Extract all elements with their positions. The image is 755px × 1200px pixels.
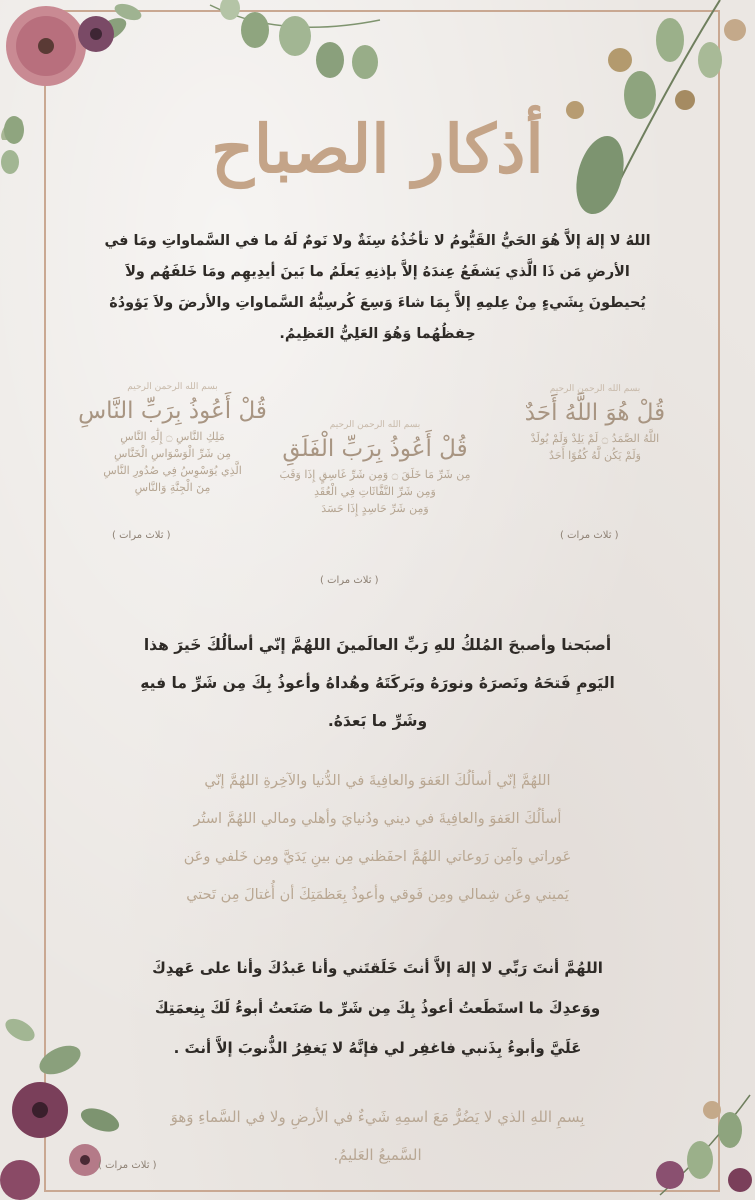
text-line: أسألُكَ العَفوَ والعافِيةَ في ديني ودُنيايَ وأهلي ومالي اللهُمَّ استُر — [193, 811, 562, 827]
text-line: اليَومِ فَتحَهُ ونَصرَهُ ونورَهُ وبَركَتَهُ وهُداهُ وأعوذُ بِكَ مِن شَرِّ ما فيهِ — [140, 674, 615, 692]
surah-verse: مِن شَرِّ مَا خَلَقَ ۝ وَمِن شَرِّ غَاسِقٍ إِذَا وَقَبَ — [279, 468, 471, 481]
surah-title: قُلْ أَعُوذُ بِرَبِّ الْفَلَقِ — [282, 436, 468, 462]
surah-verse: الَّذِي يُوَسْوِسُ فِي صُدُورِ النَّاسِ — [103, 464, 242, 477]
text-line: يُحيطونَ بِشَيءٍ مِنْ عِلمِهِ إلاَّ بِمَا شاءَ وَسِعَ كُرسِيُّهُ السَّماواتِ والأرضَ ولاَ يَؤودُهُ — [109, 295, 646, 311]
text-line: وشَرِّ ما بَعدَهُ. — [327, 712, 428, 730]
text-line: اللهُ لا إلهَ إلاَّ هُوَ الحَيُّ القَيُّومُ لا تأخُذُهُ سِنَةٌ ولا نَومٌ لَهُ ما في السَّماواتِ ومَا في — [104, 233, 651, 249]
repeat-count-badge: ( ثلاث مرات ) — [112, 530, 171, 541]
text-line: حِفظُهُما وَهُوَ العَلِيُّ العَظِيمُ. — [279, 326, 476, 342]
text-line: عَوراتي وآمِن رَوعاتي اللهُمَّ احفَظني مِن بينِ يَدَيَّ ومِن خَلفي وعَن — [183, 849, 572, 865]
repeat-count-badge: ( ثلاث مرات ) — [560, 530, 619, 541]
surah-verse: اللَّهُ الصَّمَدُ ۝ لَمْ يَلِدْ وَلَمْ يُولَدْ — [530, 432, 660, 445]
surah-title: قُلْ هُوَ اللَّهُ أَحَدٌ — [524, 400, 666, 426]
text-line: السَّميعُ العَليمُ. — [333, 1146, 422, 1164]
afiya-dua — [70, 762, 685, 914]
surah-verse: وَمِن شَرِّ حَاسِدٍ إِذَا حَسَدَ — [321, 502, 429, 515]
text-line: بِسمِ اللهِ الذي لا يَضُرُّ مَعَ اسمِهِ شَيءٌ في الأرضِ ولا في السَّماءِ وَهوَ — [170, 1108, 585, 1126]
repeat-count-badge: ( ثلاث مرات ) — [98, 1160, 157, 1171]
surah-verse: مِنَ الْجِنَّةِ وَالنَّاسِ — [134, 481, 211, 494]
surah-falaq — [270, 418, 480, 517]
text-line: اللهُمَّ إنّي أسألُكَ العَفوَ والعافِيةَ في الدُّنيا والآخِرةِ اللهُمَّ إنّي — [204, 773, 551, 789]
surah-verse: مَلِكِ النَّاسِ ۝ إِلَٰهِ النَّاسِ — [120, 430, 225, 443]
text-line: أصبَحنا وأصبحَ المُلكُ للهِ رَبِّ العالَمينَ اللهُمَّ إنّي أسألُكَ خَيرَ هذا — [143, 636, 612, 654]
surah-nas — [65, 380, 280, 496]
surah-title: قُلْ أَعُوذُ بِرَبِّ النَّاسِ — [78, 398, 267, 424]
morning-dua — [70, 626, 685, 740]
ayat-alkursi — [70, 226, 685, 350]
bismillah-text: بسم الله الرحمن الرحيم — [549, 384, 641, 394]
surah-verse: مِن شَرِّ الْوَسْوَاسِ الْخَنَّاسِ — [113, 447, 232, 460]
text-line: ووَعدِكَ ما استَطَعتُ أعوذُ بِكَ مِن شَرِّ ما صَنَعتُ أبوءُ لَكَ بِنِعمَتِكَ — [154, 999, 601, 1017]
surah-ikhlas — [500, 382, 690, 464]
text-line: عَلَيَّ وأبوءُ بِذَنبي فاغفِر لي فإنَّهُ لا يَغفِرُ الذُّنوبَ إلاَّ أنتَ . — [173, 1039, 582, 1057]
leaves-top-center-icon — [200, 0, 400, 90]
bismillah-dua — [70, 1098, 685, 1174]
surah-verse: وَمِن شَرِّ النَّفَّاثَاتِ فِي الْعُقَدِ — [314, 485, 436, 498]
repeat-count-badge: ( ثلاث مرات ) — [320, 575, 379, 586]
text-line: يَميني وعَن شِمالي ومِن فَوقي وأعوذُ بِعَظمَتِكَ أن أُغتالَ مِن تَحتي — [186, 887, 569, 903]
surah-verse: وَلَمْ يَكُن لَّهُ كُفُوًا أَحَدٌ — [549, 449, 641, 462]
bismillah-text: بسم الله الرحمن الرحيم — [329, 420, 421, 430]
page-title: أذكار الصباح — [211, 110, 544, 188]
text-line: الأرضِ مَن ذَا الَّذي يَشفَعُ عِندَهُ إلاَّ بإذنِهِ يَعلَمُ ما بَينَ أيدِيهِم ومَا خَلفَهُم ولاَ — [125, 264, 630, 280]
sayyid-istighfar — [70, 948, 685, 1068]
bismillah-text: بسم الله الرحمن الرحيم — [127, 382, 218, 392]
text-line: اللهُمَّ أنتَ رَبِّي لا إلهَ إلاَّ أنتَ خَلَقتَني وأنا عَبدُكَ وأنا على عَهدِكَ — [152, 959, 603, 977]
